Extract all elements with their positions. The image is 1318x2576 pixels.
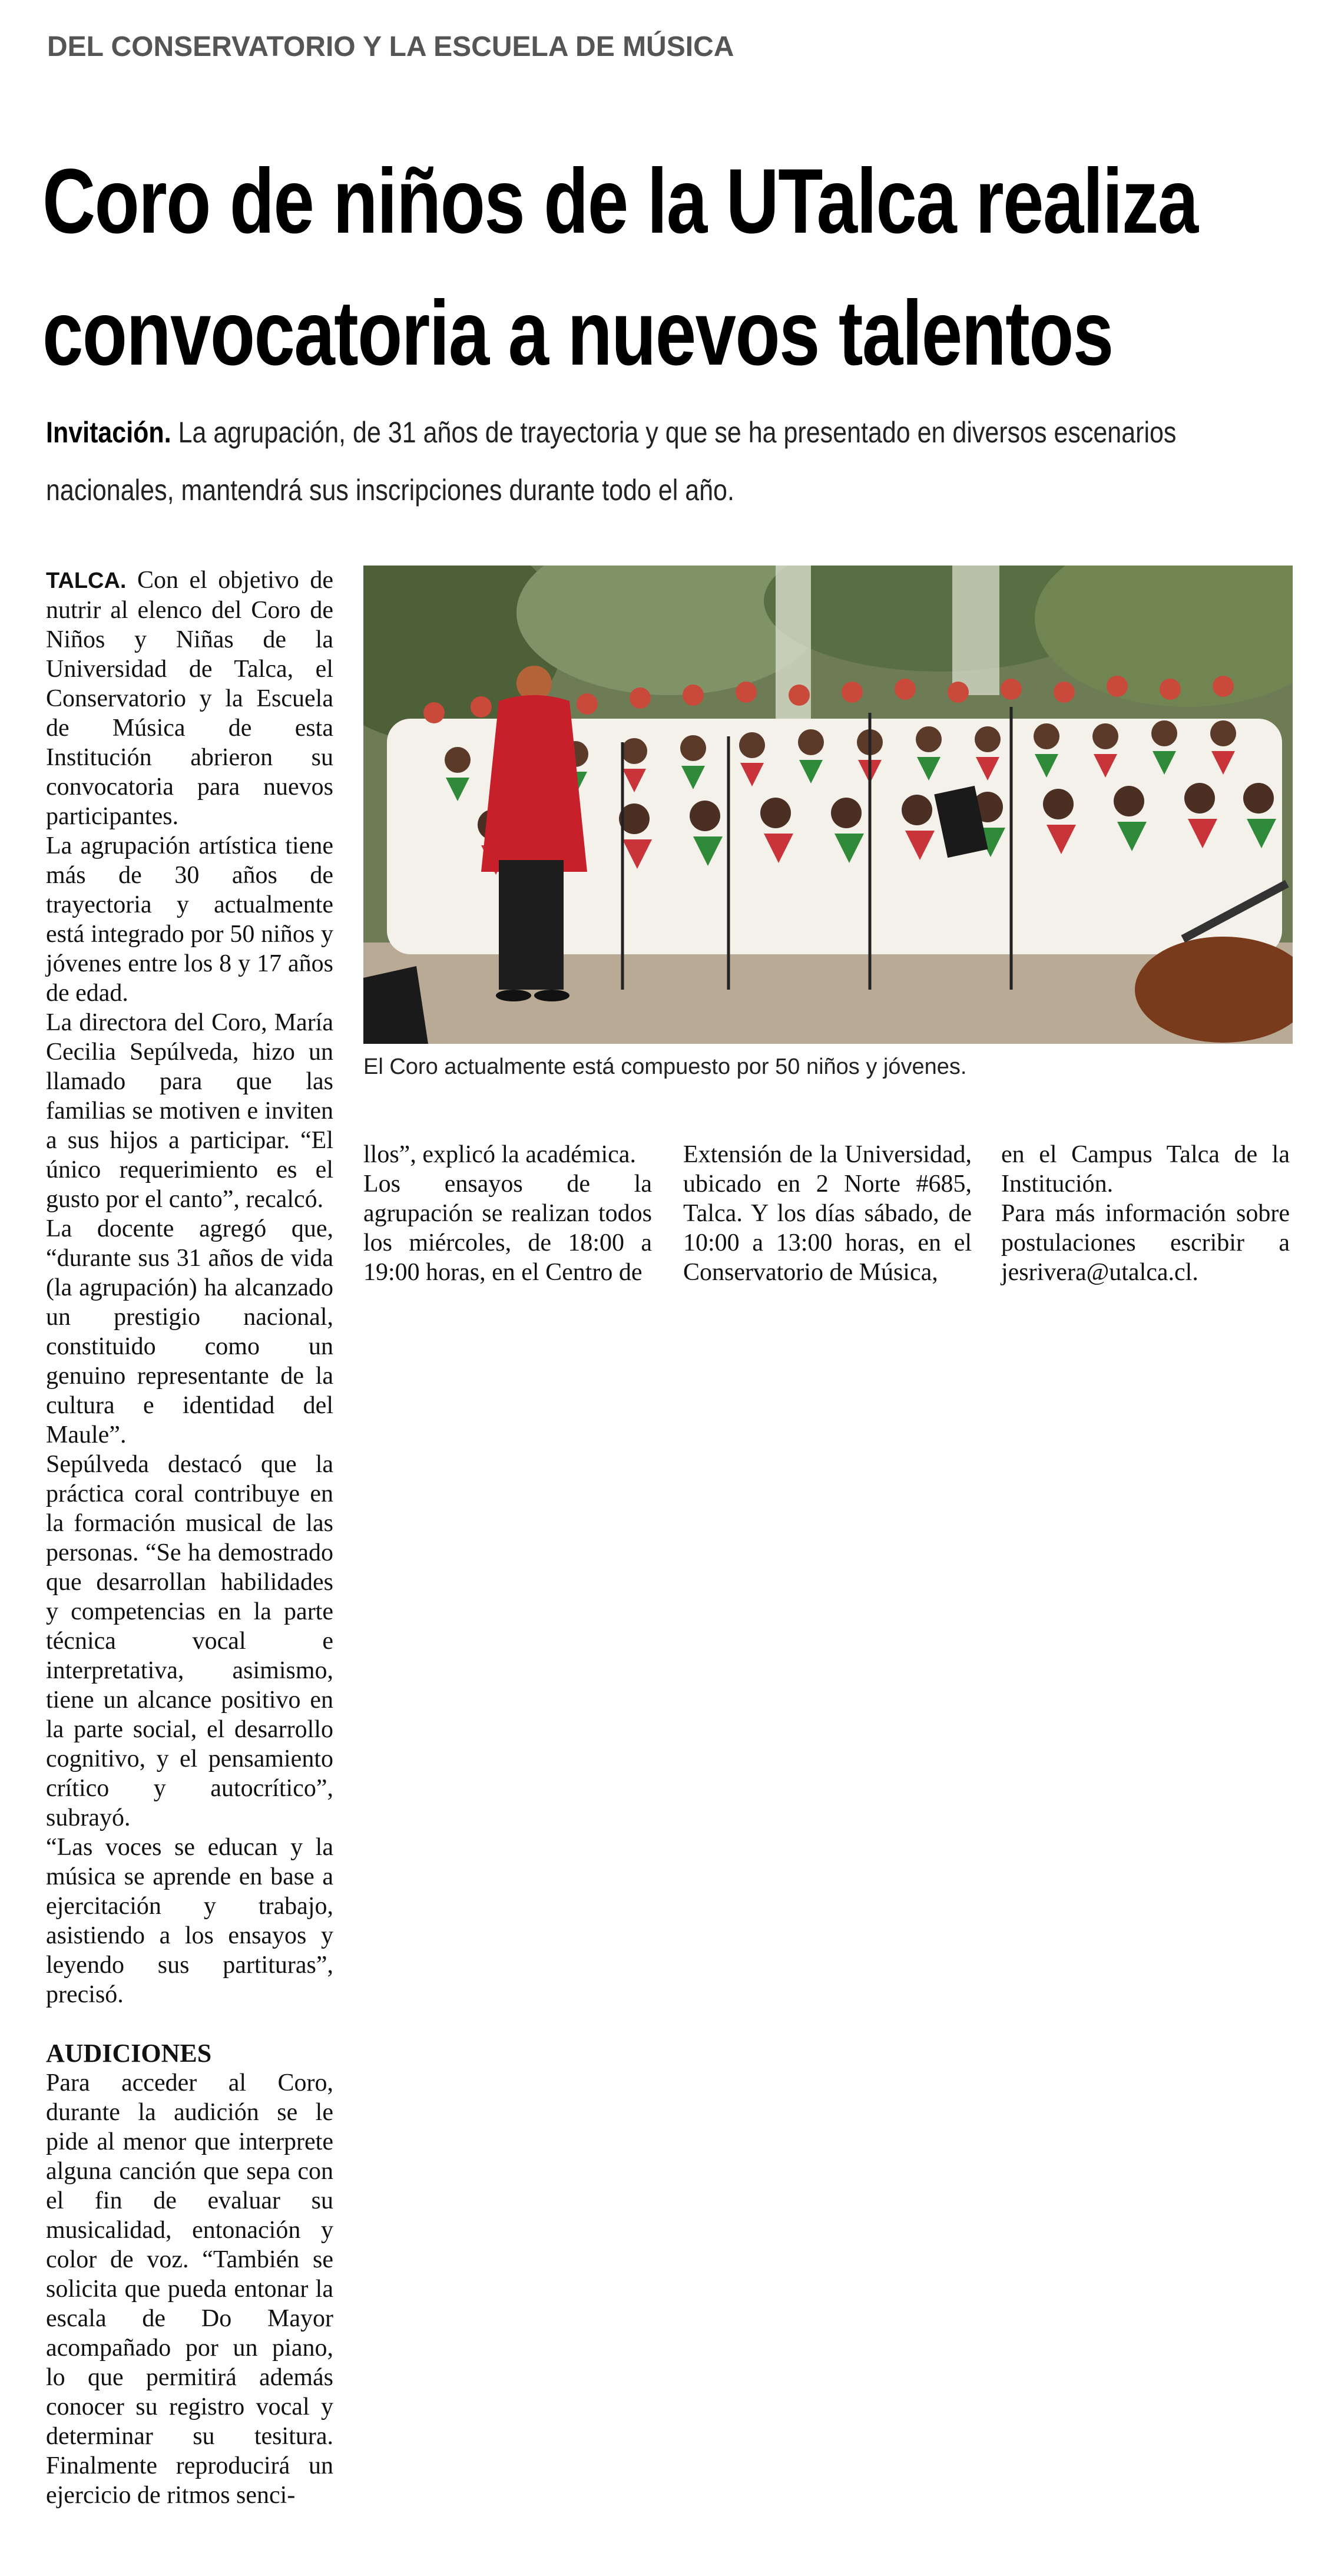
headline-line-1: Coro de niños de la UTalca realiza	[42, 150, 1198, 253]
lead-paragraph	[46, 404, 1277, 519]
paragraph-5: Sepúlveda destacó que la práctica coral contribuye en la formación musical de las personas. “Se ha demostrado que desarrollan habilidades y competencias en la parte técnica vocal e interpretativa, asimismo, tiene un alcance positivo en la parte social, el desarrollo cognitivo, y el pensamiento crítico y autocrítico”, subrayó.	[46, 1451, 333, 1831]
photo-caption: El Coro actualmente está compuesto por 50 niños y jóvenes.	[363, 1054, 967, 1079]
lead-text: La agrupación, de 31 años de trayectoria y que se ha presentado en diversos escenarios nacionales, mantendrá sus inscripciones durante todo el año.	[46, 416, 1177, 507]
article-column-4: en el Campus Talca de la Institución. Para más información sobre postulaciones escribir a jesrivera@utalca.cl.	[1001, 1141, 1290, 1286]
paragraph-2: La agrupación artística tiene más de 30 años de trayectoria y actualmente está integrado por 50 niños y jóvenes entre los 8 y 17 años de edad.	[46, 832, 333, 1007]
paragraph-7: Para acceder al Coro, durante la audición se le pide al menor que interprete alguna canción que sepa con el fin de evaluar su musicalidad, entonación y color de voz. “También se solicita que pueda entonar la escala de Do Mayor acompañado por un piano, lo que permitirá además conocer su registro vocal y determinar su tesitura. Finalmente reproducirá un ejercicio de ritmos senci-	[46, 2069, 333, 2509]
contact-paragraph: Para más información sobre postulaciones escribir a jesrivera@utalca.cl.	[1001, 1200, 1290, 1286]
paragraph-3: La directora del Coro, María Cecilia Sepúlveda, hizo un llamado para que las familias se motiven e inviten a sus hijos a participar. “El único requerimiento es el gusto por el canto”, recalcó.	[46, 1009, 333, 1213]
lead-label: Invitación.	[46, 416, 171, 449]
headline-line-2: convocatoria a nuevos talentos	[42, 282, 1113, 385]
paragraph-1: TALCA. Con el objetivo de nutrir al elenco del Coro de Niños y Niñas de la Universidad de Talca, el Conservatorio y la Escuela de Música de esta Institución abrieron su convocatoria para nuevos participantes.	[46, 567, 333, 830]
headline	[42, 135, 1296, 399]
dateline: TALCA.	[46, 568, 127, 593]
section-label: DEL CONSERVATORIO Y LA ESCUELA DE MÚSICA	[47, 31, 734, 62]
choir-photo	[363, 566, 1293, 1044]
paragraph-4: La docente agregó que, “durante sus 31 años de vida (la agrupación) ha alcanzado un prestigio nacional, constituido como un genuino representante de la cultura e identidad del Maule”.	[46, 1215, 333, 1449]
subhead-audiciones: AUDICIONES	[46, 2039, 212, 2068]
paragraph-6: “Las voces se educan y la música se aprende en base a ejercitación y trabajo, asistiendo a los ensayos y leyendo sus partituras”, precisó.	[46, 1834, 333, 2008]
article-column-1	[46, 566, 333, 2510]
article-column-2: llos”, explicó la académica. Los ensayos de la agrupación se realizan todos los miércoles, de 18:00 a 19:00 horas, en el Centro de	[363, 1141, 652, 1286]
article-column-3: Extensión de la Universidad, ubicado en 2 Norte #685, Talca. Y los días sábado, de 10:00 a 13:00 horas, en el Conservatorio de Música,	[683, 1141, 972, 1286]
